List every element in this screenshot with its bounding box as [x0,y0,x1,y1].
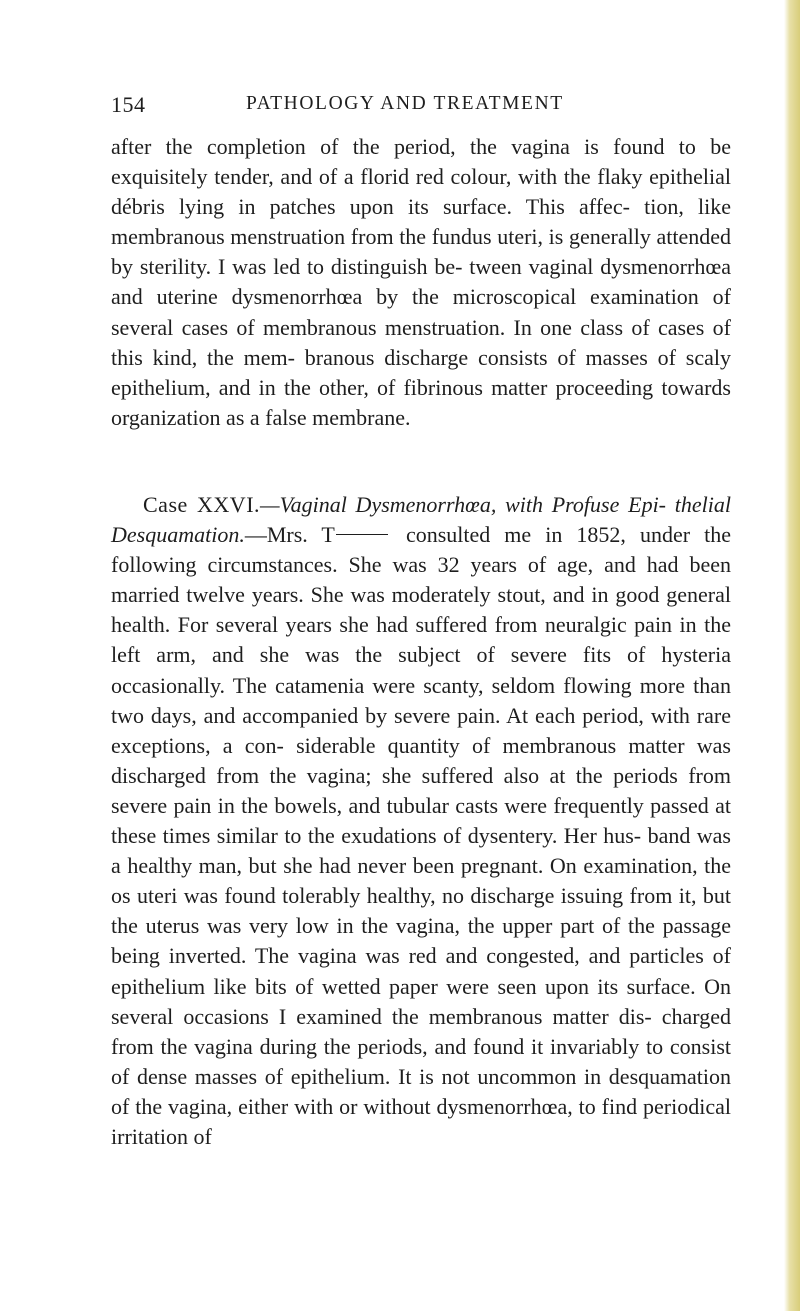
case-label: Case XXVI. [143,492,261,517]
page-edge [784,0,800,1311]
case-paragraph [111,490,731,1152]
case-title: —Vaginal Dysmenorrhœa, with Profuse Epi- thelial Desquamation. [111,492,731,548]
page-header [111,92,731,118]
body-paragraph-1 [111,132,731,433]
page-number: 154 [111,92,146,117]
case-opening: —Mrs. T [244,522,335,548]
running-head: PATHOLOGY AND TREATMENT [246,93,564,114]
body-paragraph-2 [111,490,731,1152]
case-body: consulted me in 1852, under the following circumstances. She was 32 years of age, and had been married twelve years. She was moderately stout, and in good general health. For several years she had suffered from neuralgic pain in the left arm, and she was the subject of severe fits of hysteria occasionally. The catamenia were scanty, seldom flowing more than two days, and accompanied by severe pain. At each period, with rare exceptions, a con- siderable quantity of membranous matter was discharged from the vagina; she suffered also at the periods from severe pain in the bowels, and tubular casts were frequently passed at these times similar to the exudations of dysentery. Her hus- band was a healthy man, but she had never been pregnant. On examination, the os uteri was found tolerably healthy, no discharge issuing from it, but the uterus was very low in the vagina, the upper part of the passage being inverted. The vagina was red and congested, and particles of epithelium like bits of wetted paper were seen upon its surface. On several occasions I examined the membranous matter dis- charged from the vagina during the periods, and found it invariably to consist of dense masses of epithelium. It is not uncommon in desquamation of the vagina, either with or without dysmenorrhœa, to find periodical irritation of [111,522,731,1149]
paragraph-text: after the completion of the period, the vagina is found to be exquisitely tender, and of a florid red colour, with the flaky epithelial débris lying in patches upon its surface. This affec- tion, like membranous menstruation from the fundus uteri, is generally attended by sterility. I was led to distinguish be- tween vaginal dysmenorrhœa and uterine dysmenorrhœa by the microscopical examination of several cases of membranous menstruation. In one class of cases of this kind, the mem- branous discharge consists of masses of scaly epithelium, and in the other, of fibrinous matter proceeding towards organization as a false membrane. [111,134,731,430]
name-dash [336,534,388,535]
